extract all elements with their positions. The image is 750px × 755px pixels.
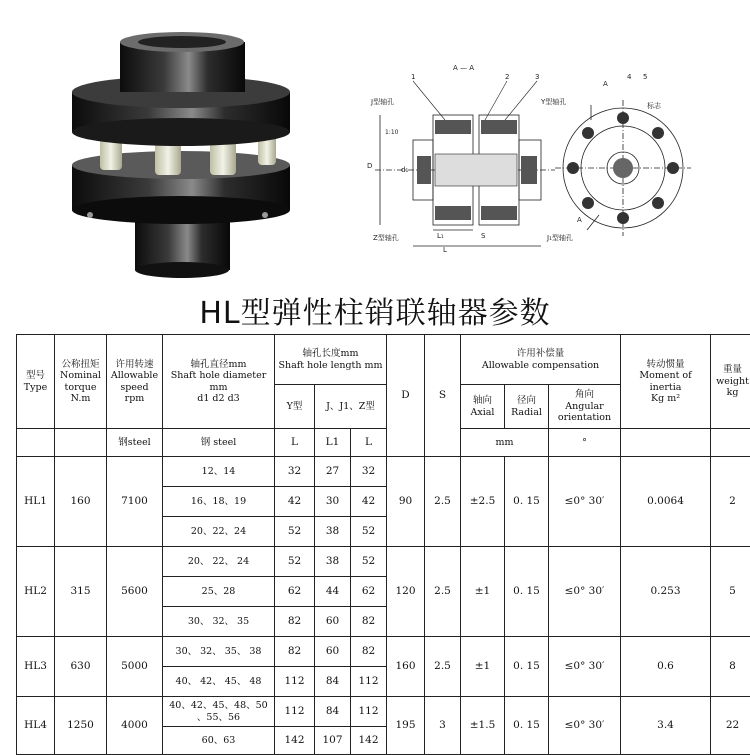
svg-text:J₁型轴孔: J₁型轴孔 (546, 233, 573, 242)
spec-table (16, 334, 750, 755)
axial-comp: ±1 (461, 547, 505, 637)
header-length-y: Y型 (275, 385, 315, 429)
nominal-torque: 630 (55, 637, 107, 697)
axial-comp: ±2.5 (461, 457, 505, 547)
gap-s: 2.5 (425, 457, 461, 547)
header-compensation: 许用补偿量 Allowable compensation (461, 335, 621, 385)
nominal-torque: 160 (55, 457, 107, 547)
shaft-diameters: 30、 32、 35 (163, 607, 275, 637)
length-l1: 27 (315, 457, 351, 487)
outer-diameter: 195 (387, 697, 425, 755)
length-l1: 38 (315, 547, 351, 577)
table-row (17, 637, 750, 667)
shaft-diameters: 12、14 (163, 457, 275, 487)
svg-text:L₁: L₁ (437, 232, 444, 240)
axial-comp: ±1 (461, 637, 505, 697)
length-l: 82 (351, 607, 387, 637)
unit-speed: 钢steel (107, 429, 163, 457)
unit-diameter: 钢 steel (163, 429, 275, 457)
shaft-diameters: 30、 32、 35、 38 (163, 637, 275, 667)
length-l1: 30 (315, 487, 351, 517)
svg-text:J型轴孔: J型轴孔 (370, 97, 394, 106)
length-l: 112 (351, 667, 387, 697)
length-y: 62 (275, 577, 315, 607)
length-l1: 60 (315, 637, 351, 667)
angular-comp: ≤0° 30′ (549, 547, 621, 637)
length-l: 42 (351, 487, 387, 517)
length-l1: 84 (315, 697, 351, 727)
weight: 5 (711, 547, 750, 637)
model-type: HL4 (17, 697, 55, 755)
svg-text:4: 4 (627, 73, 632, 81)
unit-L: L (275, 429, 315, 457)
unit-empty-2 (55, 429, 107, 457)
section-label: A — A (453, 64, 474, 72)
length-y: 112 (275, 697, 315, 727)
model-type: HL2 (17, 547, 55, 637)
gap-s: 2.5 (425, 637, 461, 697)
shaft-diameters: 16、18、19 (163, 487, 275, 517)
page-title: HL型弹性柱销联轴器参数 (0, 288, 750, 332)
axial-comp: ±1.5 (461, 697, 505, 755)
radial-comp: 0. 15 (505, 637, 549, 697)
header-length: 轴孔长度mm Shaft hole length mm (275, 335, 387, 385)
length-y: 32 (275, 457, 315, 487)
unit-empty-3 (621, 429, 711, 457)
radial-comp: 0. 15 (505, 457, 549, 547)
svg-text:d₁: d₁ (401, 166, 408, 174)
svg-text:A: A (577, 216, 582, 224)
length-y: 82 (275, 607, 315, 637)
allowable-speed: 5000 (107, 637, 163, 697)
allowable-speed: 7100 (107, 457, 163, 547)
shaft-diameters: 20、 22、 24 (163, 547, 275, 577)
header-inertia: 转动惯量 Moment of inertia Kg m² (621, 335, 711, 429)
length-l1: 84 (315, 667, 351, 697)
svg-text:S: S (481, 232, 486, 240)
table-row (17, 547, 750, 577)
weight: 22 (711, 697, 750, 755)
nominal-torque: 1250 (55, 697, 107, 755)
radial-comp: 0. 15 (505, 547, 549, 637)
allowable-speed: 4000 (107, 697, 163, 755)
header-D: D (387, 335, 425, 457)
length-l1: 38 (315, 517, 351, 547)
length-y: 42 (275, 487, 315, 517)
svg-text:Z型轴孔: Z型轴孔 (373, 233, 399, 242)
shaft-diameters: 20、22、24 (163, 517, 275, 547)
length-l: 82 (351, 637, 387, 667)
unit-angle: ° (549, 429, 621, 457)
shaft-diameters: 60、63 (163, 727, 275, 755)
unit-L1: L1 (315, 429, 351, 457)
shaft-diameters: 25、28 (163, 577, 275, 607)
moment-of-inertia: 3.4 (621, 697, 711, 755)
header-axial: 轴向 Axial (461, 385, 505, 429)
angular-comp: ≤0° 30′ (549, 697, 621, 755)
gap-s: 2.5 (425, 547, 461, 637)
length-y: 82 (275, 637, 315, 667)
radial-comp: 0. 15 (505, 697, 549, 755)
moment-of-inertia: 0.0064 (621, 457, 711, 547)
moment-of-inertia: 0.6 (621, 637, 711, 697)
length-l: 62 (351, 577, 387, 607)
length-y: 112 (275, 667, 315, 697)
length-l1: 60 (315, 607, 351, 637)
model-type: HL1 (17, 457, 55, 547)
outer-diameter: 160 (387, 637, 425, 697)
header-diameter: 轴孔直径mm Shaft hole diameter mm d1 d2 d3 (163, 335, 275, 429)
header-torque: 公称扭矩 Nominal torque N.m (55, 335, 107, 429)
moment-of-inertia: 0.253 (621, 547, 711, 637)
svg-text:2: 2 (505, 73, 509, 81)
header-type: 型号 Type (17, 335, 55, 429)
length-y: 52 (275, 547, 315, 577)
nominal-torque: 315 (55, 547, 107, 637)
model-type: HL3 (17, 637, 55, 697)
length-l1: 44 (315, 577, 351, 607)
shaft-diameters: 40、 42、 45、 48 (163, 667, 275, 697)
coupling-photo (60, 30, 310, 280)
svg-text:3: 3 (535, 73, 539, 81)
header-radial: 径向 Radial (505, 385, 549, 429)
svg-text:A: A (603, 80, 608, 88)
shaft-diameters: 40、42、45、48、50 、55、56 (163, 697, 275, 727)
table-row (17, 457, 750, 487)
length-l: 52 (351, 547, 387, 577)
svg-text:L: L (443, 246, 447, 254)
svg-text:Y型轴孔: Y型轴孔 (540, 97, 566, 106)
table-row (17, 697, 750, 727)
length-l1: 107 (315, 727, 351, 755)
header-length-j: J、J1、Z型 (315, 385, 387, 429)
length-y: 52 (275, 517, 315, 547)
weight: 2 (711, 457, 750, 547)
header-S: S (425, 335, 461, 457)
length-l: 142 (351, 727, 387, 755)
coupling-technical-drawing (355, 60, 695, 260)
unit-empty-4 (711, 429, 750, 457)
allowable-speed: 5600 (107, 547, 163, 637)
weight: 8 (711, 637, 750, 697)
unit-empty-1 (17, 429, 55, 457)
header-weight: 重量 weight kg (711, 335, 750, 429)
outer-diameter: 90 (387, 457, 425, 547)
unit-L-j: L (351, 429, 387, 457)
svg-text:1:10: 1:10 (385, 129, 399, 136)
header-angular: 角向 Angular orientation (549, 385, 621, 429)
length-l: 52 (351, 517, 387, 547)
header-speed: 许用转速 Allowable speed rpm (107, 335, 163, 429)
outer-diameter: 120 (387, 547, 425, 637)
length-l: 32 (351, 457, 387, 487)
gap-s: 3 (425, 697, 461, 755)
angular-comp: ≤0° 30′ (549, 457, 621, 547)
angular-comp: ≤0° 30′ (549, 637, 621, 697)
length-l: 112 (351, 697, 387, 727)
svg-text:1: 1 (411, 73, 415, 81)
svg-text:5: 5 (643, 73, 647, 81)
svg-text:标志: 标志 (647, 101, 662, 110)
length-y: 142 (275, 727, 315, 755)
unit-mm: mm (461, 429, 549, 457)
svg-text:D: D (367, 162, 372, 170)
